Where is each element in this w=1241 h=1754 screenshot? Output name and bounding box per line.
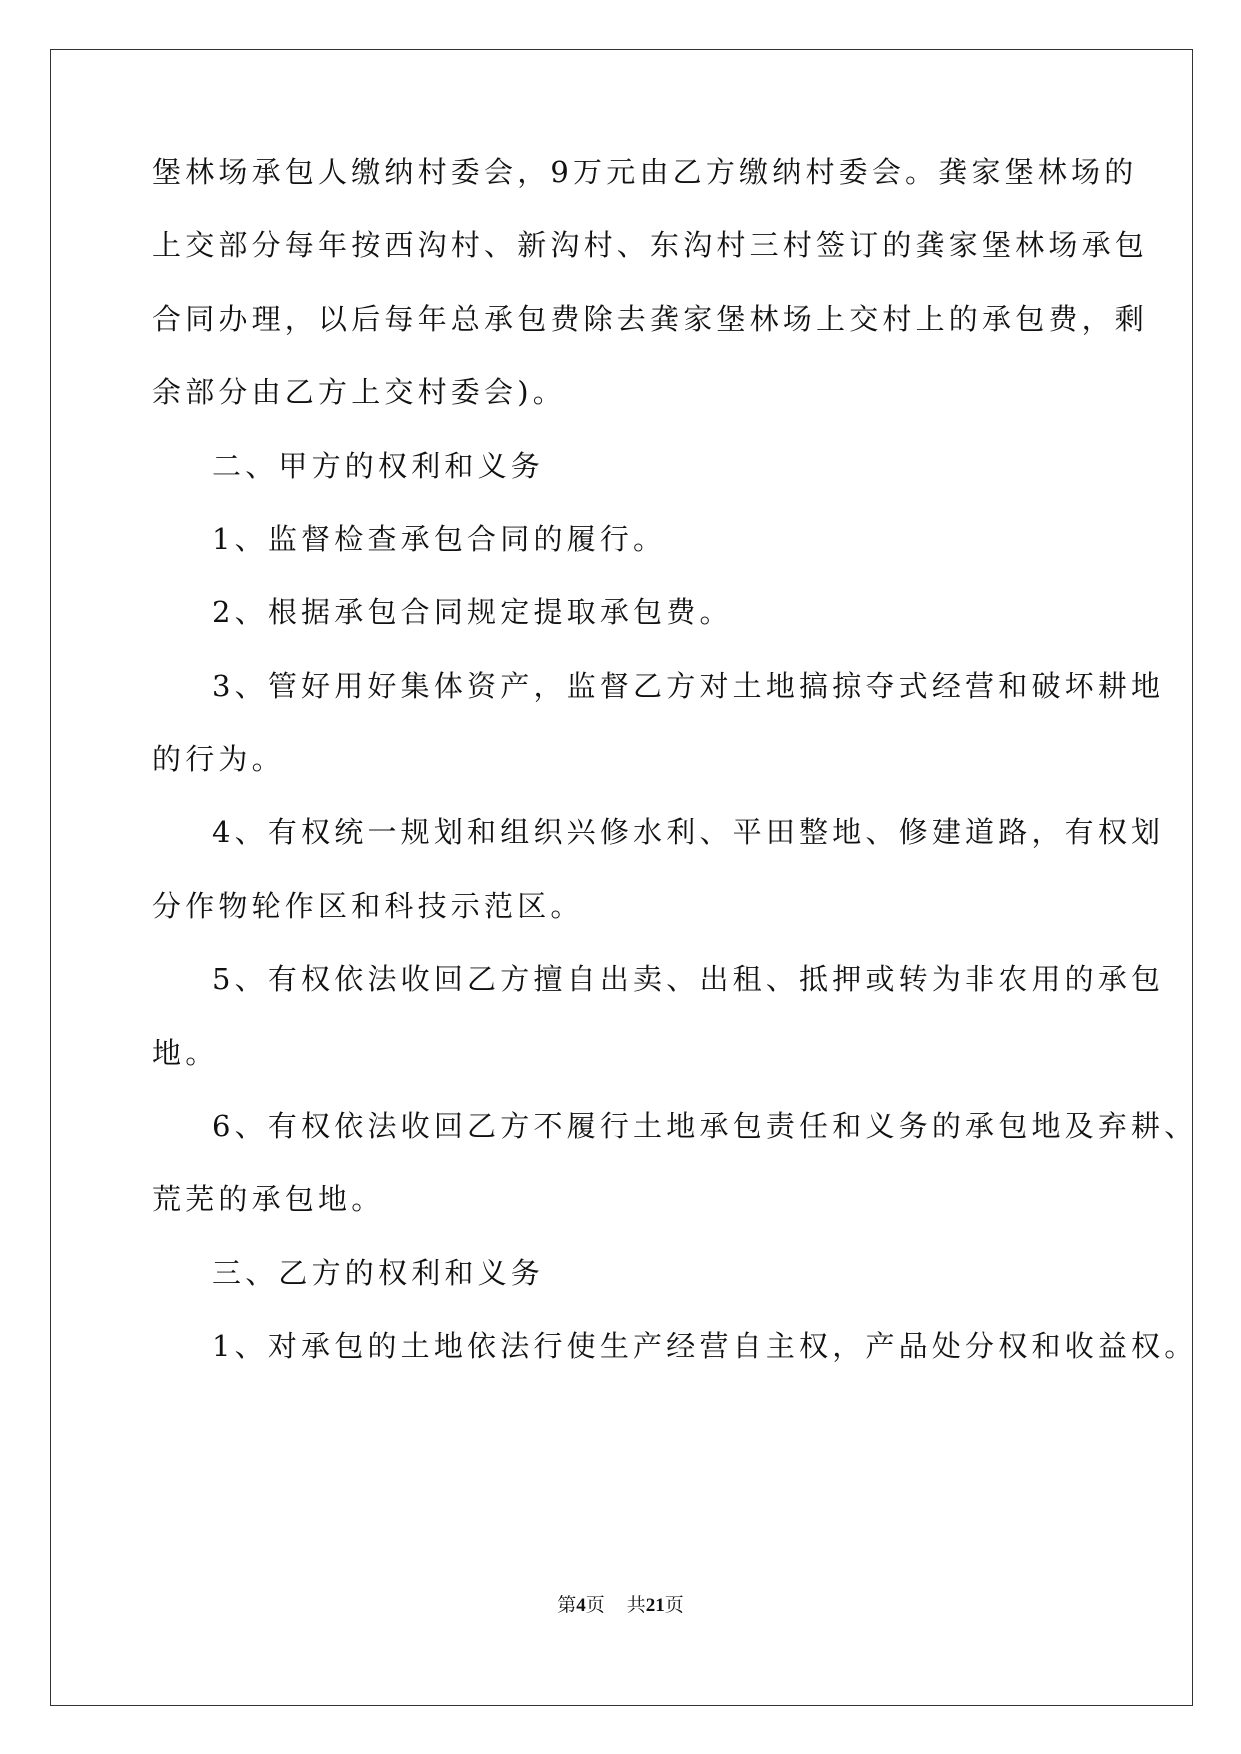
body-line: 分作物轮作区和科技示范区。 xyxy=(152,889,584,923)
page-border xyxy=(50,49,1193,1706)
total-page-number: 21 xyxy=(645,1595,665,1616)
list-item: 2、根据承包合同规定提取承包费。 xyxy=(212,595,733,629)
body-line: 地。 xyxy=(152,1036,219,1070)
body-line: 上交部分每年按西沟村、新沟村、东沟村三村签订的龚家堡林场承包 xyxy=(152,228,1149,262)
body-line: 荒芜的承包地。 xyxy=(152,1182,385,1216)
body-line: 余部分由乙方上交村委会)。 xyxy=(152,375,566,409)
list-item: 1、监督检查承包合同的履行。 xyxy=(212,522,667,556)
list-item: 4、有权统一规划和组织兴修水利、平田整地、修建道路，有权划 xyxy=(212,815,1165,849)
list-item: 3、管好用好集体资产，监督乙方对土地搞掠夺式经营和破坏耕地 xyxy=(212,669,1165,703)
list-item: 6、有权依法收回乙方不履行土地承包责任和义务的承包地及弃耕、 xyxy=(212,1109,1198,1143)
list-item: 5、有权依法收回乙方擅自出卖、出租、抵押或转为非农用的承包 xyxy=(212,962,1165,996)
footer-total-suffix: 页 xyxy=(664,1595,684,1616)
body-line: 合同办理，以后每年总承包费除去龚家堡林场上交村上的承包费，剩 xyxy=(152,302,1149,336)
page-footer xyxy=(0,1590,1241,1617)
footer-page-word: 页 xyxy=(585,1595,605,1616)
footer-prefix: 第 xyxy=(557,1595,577,1616)
body-line: 堡林场承包人缴纳村委会，9万元由乙方缴纳村委会。龚家堡林场的 xyxy=(152,155,1138,189)
section-heading: 三、乙方的权利和义务 xyxy=(212,1256,545,1290)
current-page-number: 4 xyxy=(576,1595,586,1616)
section-heading: 二、甲方的权利和义务 xyxy=(212,449,545,483)
list-item: 1、对承包的土地依法行使生产经营自主权，产品处分权和收益权。 xyxy=(212,1329,1198,1363)
footer-total-prefix: 共 xyxy=(626,1595,646,1616)
body-line: 的行为。 xyxy=(152,742,285,776)
